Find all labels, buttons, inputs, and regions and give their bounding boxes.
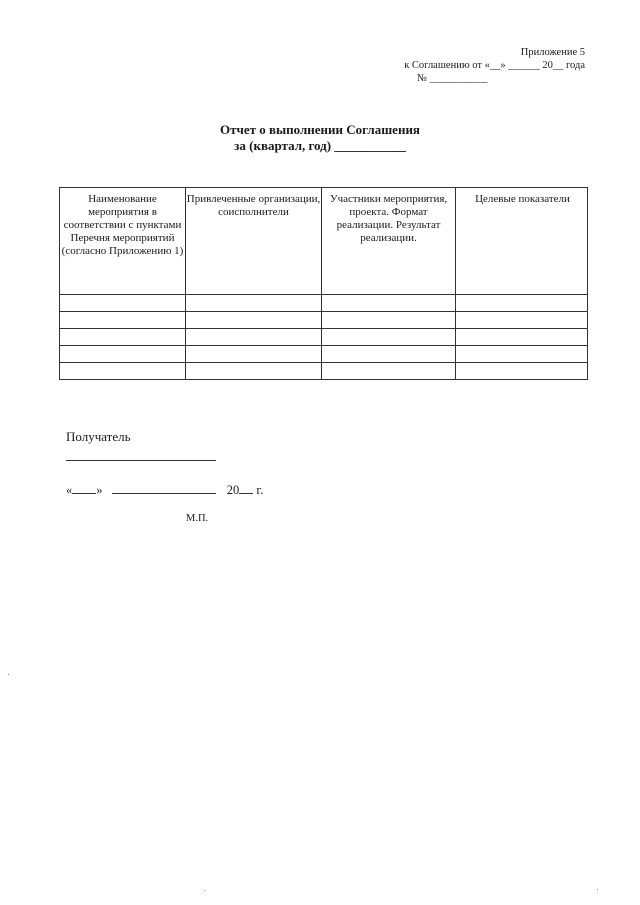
table-header-row xyxy=(60,188,588,295)
table-cell xyxy=(322,312,456,329)
table-cell xyxy=(322,346,456,363)
signature-date xyxy=(66,482,263,498)
year-prefix: 20 xyxy=(226,483,240,497)
table-cell xyxy=(186,312,322,329)
recipient-label: Получатель xyxy=(66,429,131,444)
report-title xyxy=(120,122,520,154)
table-cell xyxy=(60,295,186,312)
appendix-label: Приложение 5 xyxy=(520,47,585,58)
table-row xyxy=(60,363,588,380)
report-table xyxy=(59,187,588,380)
stamp-placeholder: М.П. xyxy=(186,513,209,524)
month-blank xyxy=(112,482,216,494)
table-cell xyxy=(60,363,186,380)
table-cell xyxy=(322,295,456,312)
year-suffix: г. xyxy=(256,483,264,497)
day-blank xyxy=(72,482,96,494)
table-cell xyxy=(322,329,456,346)
table-cell xyxy=(186,346,322,363)
report-title-line1: Отчет о выполнении Соглашения xyxy=(220,122,420,137)
appendix-header xyxy=(300,46,585,85)
table-row xyxy=(60,312,588,329)
column-header-indicators: Целевые показатели xyxy=(456,188,588,295)
table-cell xyxy=(456,346,588,363)
table-cell xyxy=(456,295,588,312)
column-header-organizations: Привлеченные организации, соисполнители xyxy=(186,188,322,295)
date-open-quote: « xyxy=(66,483,73,497)
table-cell xyxy=(186,295,322,312)
agreement-reference: к Соглашению от «__» ______ 20__ года xyxy=(404,60,585,71)
table-row xyxy=(60,295,588,312)
table-cell xyxy=(186,363,322,380)
recipient-signature-line xyxy=(66,460,216,461)
scan-speck xyxy=(8,674,9,675)
scan-speck xyxy=(597,889,598,890)
table-cell xyxy=(186,329,322,346)
column-header-participants: Участники мероприятия, проекта. Формат реализации. Результат реализации. xyxy=(322,188,456,295)
year-blank xyxy=(239,482,253,494)
table-row xyxy=(60,346,588,363)
column-header-activity: Наименование мероприятия в соответствии с пунктами Перечня мероприятий (согласно Приложению 1) xyxy=(60,188,186,295)
table-cell xyxy=(60,312,186,329)
table-cell xyxy=(456,363,588,380)
table-row xyxy=(60,329,588,346)
report-title-line2: за (квартал, год) ___________ xyxy=(234,138,406,153)
agreement-number: № ___________ xyxy=(417,73,488,84)
table-cell xyxy=(60,346,186,363)
table-cell xyxy=(322,363,456,380)
table-cell xyxy=(456,329,588,346)
date-close-quote: » xyxy=(96,483,103,497)
table-cell xyxy=(60,329,186,346)
table-cell xyxy=(456,312,588,329)
scan-speck xyxy=(204,890,205,891)
